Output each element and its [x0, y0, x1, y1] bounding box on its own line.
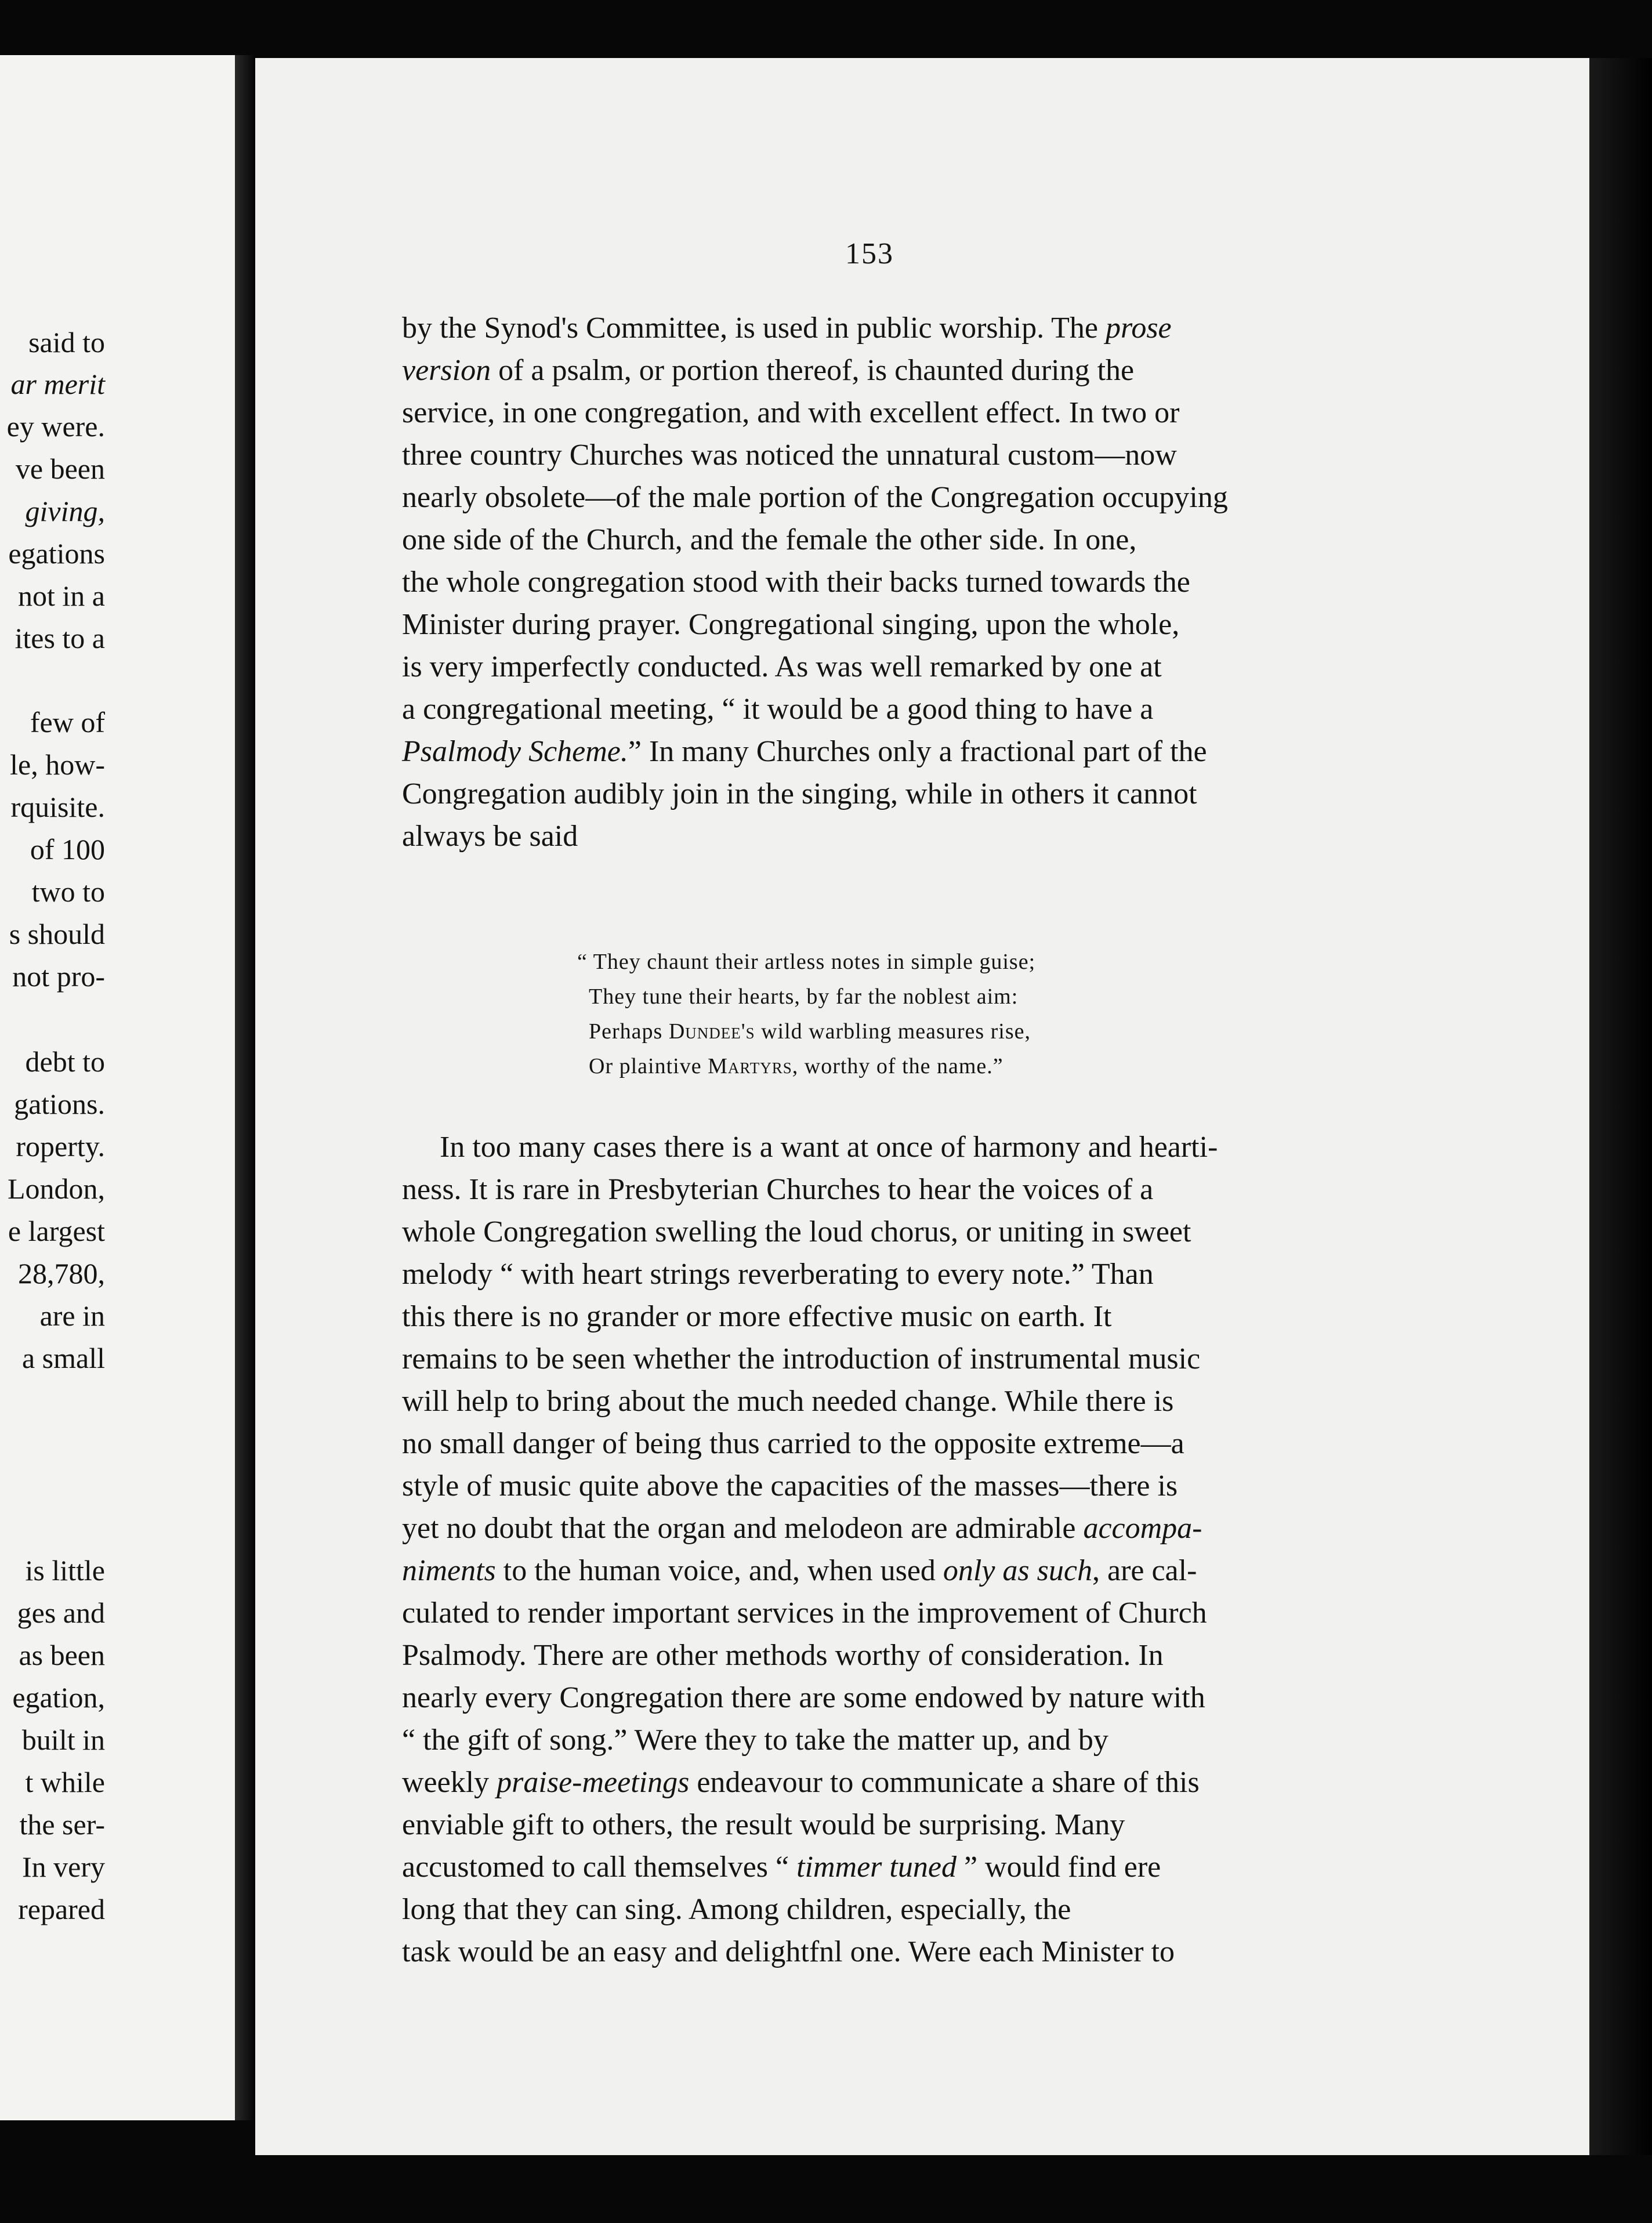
left-fragment: ites to a [15, 622, 105, 654]
left-fragment: debt to [25, 1045, 105, 1078]
left-fragment: In very [22, 1851, 105, 1883]
text-line: weekly praise-meetings endeavour to communicate a share of this [402, 1766, 1200, 1799]
text-line: enviable gift to others, the result would be surprising. Many [402, 1808, 1125, 1841]
text-line: this there is no grander or more effective music on earth. It [402, 1300, 1112, 1333]
left-fragment: few of [30, 706, 105, 738]
book-spine [235, 55, 255, 2120]
left-fragment: repared [18, 1893, 105, 1925]
text-line: accustomed to call themselves “ timmer tuned ” would find ere [402, 1851, 1161, 1884]
text-line: Psalmody. There are other methods worthy of consideration. In [402, 1639, 1164, 1672]
left-fragment: is little [25, 1554, 105, 1587]
text-line: Minister during prayer. Congregational singing, upon the whole, [402, 608, 1180, 641]
text-line: version of a psalm, or portion thereof, is chaunted during the [402, 354, 1135, 387]
text-line: the whole congregation stood with their backs turned towards the [402, 566, 1190, 599]
left-fragment: not pro- [12, 960, 105, 993]
text-line: will help to bring about the much needed change. While there is [402, 1385, 1174, 1418]
page-edge-shadow [1589, 58, 1652, 2155]
text-line: three country Churches was noticed the unnatural custom—now [402, 439, 1177, 472]
text-line: In too many cases there is a want at once of harmony and hearti- [440, 1131, 1218, 1164]
left-fragment: ve been [15, 452, 105, 485]
left-page [0, 55, 235, 2120]
left-fragment: 28,780, [18, 1257, 105, 1290]
left-fragment: a small [21, 1342, 105, 1374]
left-fragment: two to [31, 875, 105, 908]
text-line: culated to render important services in the improvement of Church [402, 1596, 1207, 1630]
text-line: whole Congregation swelling the loud chorus, or uniting in sweet [402, 1215, 1191, 1248]
page-number: 153 [845, 237, 894, 270]
left-fragment: gations. [14, 1088, 105, 1120]
text-line: melody “ with heart strings reverberating to every note.” Than [402, 1258, 1154, 1291]
text-line: Psalmody Scheme.” In many Churches only a fractional part of the [402, 735, 1207, 768]
left-fragment: e largest [8, 1215, 105, 1247]
left-fragment: giving, [25, 495, 105, 527]
right-page [255, 58, 1589, 2155]
text-line: no small danger of being thus carried to the opposite extreme—a [402, 1427, 1184, 1460]
text-line: style of music quite above the capacities of the masses—there is [402, 1469, 1178, 1502]
text-line: by the Synod's Committee, is used in public worship. The prose [402, 312, 1172, 345]
text-line: nearly obsolete—of the male portion of the Congregation occupying [402, 481, 1228, 514]
left-fragment: le, how- [10, 748, 105, 781]
text-line: is very imperfectly conducted. As was well remarked by one at [402, 650, 1162, 683]
text-line: yet no doubt that the organ and melodeon are admirable accompa- [402, 1512, 1202, 1545]
left-fragment: the ser- [19, 1808, 105, 1841]
left-fragment: rquisite. [10, 791, 105, 823]
poem-line: Perhaps Dundee's wild warbling measures rise, [589, 1019, 1031, 1044]
text-line: Congregation audibly join in the singing, while in others it cannot [402, 777, 1197, 810]
text-line: always be said [402, 820, 578, 853]
left-fragment: s should [9, 918, 105, 950]
text-line: service, in one congregation, and with excellent effect. In two or [402, 396, 1180, 429]
left-fragment: egation, [12, 1681, 105, 1714]
left-fragment: said to [28, 326, 105, 359]
text-line: niments to the human voice, and, when used only as such, are cal- [402, 1554, 1197, 1587]
left-fragment: ey were. [6, 410, 105, 443]
left-fragment: London, [7, 1172, 105, 1205]
left-fragment: as been [19, 1639, 105, 1671]
text-line: remains to be seen whether the introduction of instrumental music [402, 1342, 1201, 1375]
left-fragment: ar merit [10, 368, 105, 400]
left-fragment: are in [39, 1299, 105, 1332]
text-line: one side of the Church, and the female the other side. In one, [402, 523, 1137, 556]
left-fragment: not in a [18, 580, 105, 612]
left-fragment: ges and [17, 1596, 105, 1629]
poem-line: “ They chaunt their artless notes in simple guise; [577, 950, 1036, 974]
text-line: task would be an easy and delightfnl one. Were each Minister to [402, 1935, 1175, 1968]
poem-line: Or plaintive Martyrs, worthy of the name.” [589, 1054, 1003, 1078]
left-fragment: egations [8, 537, 105, 570]
text-line: nearly every Congregation there are some endowed by nature with [402, 1681, 1205, 1714]
left-fragment: roperty. [16, 1130, 105, 1163]
poem-line: They tune their hearts, by far the noblest aim: [589, 984, 1019, 1009]
text-line: “ the gift of song.” Were they to take the matter up, and by [402, 1724, 1108, 1757]
left-fragment: built in [21, 1724, 105, 1756]
left-fragment: of 100 [30, 833, 105, 866]
text-line: long that they can sing. Among children, especially, the [402, 1893, 1071, 1926]
left-fragment: t while [25, 1766, 105, 1798]
text-line: ness. It is rare in Presbyterian Churches to hear the voices of a [402, 1173, 1154, 1206]
text-line: a congregational meeting, “ it would be a good thing to have a [402, 693, 1154, 726]
